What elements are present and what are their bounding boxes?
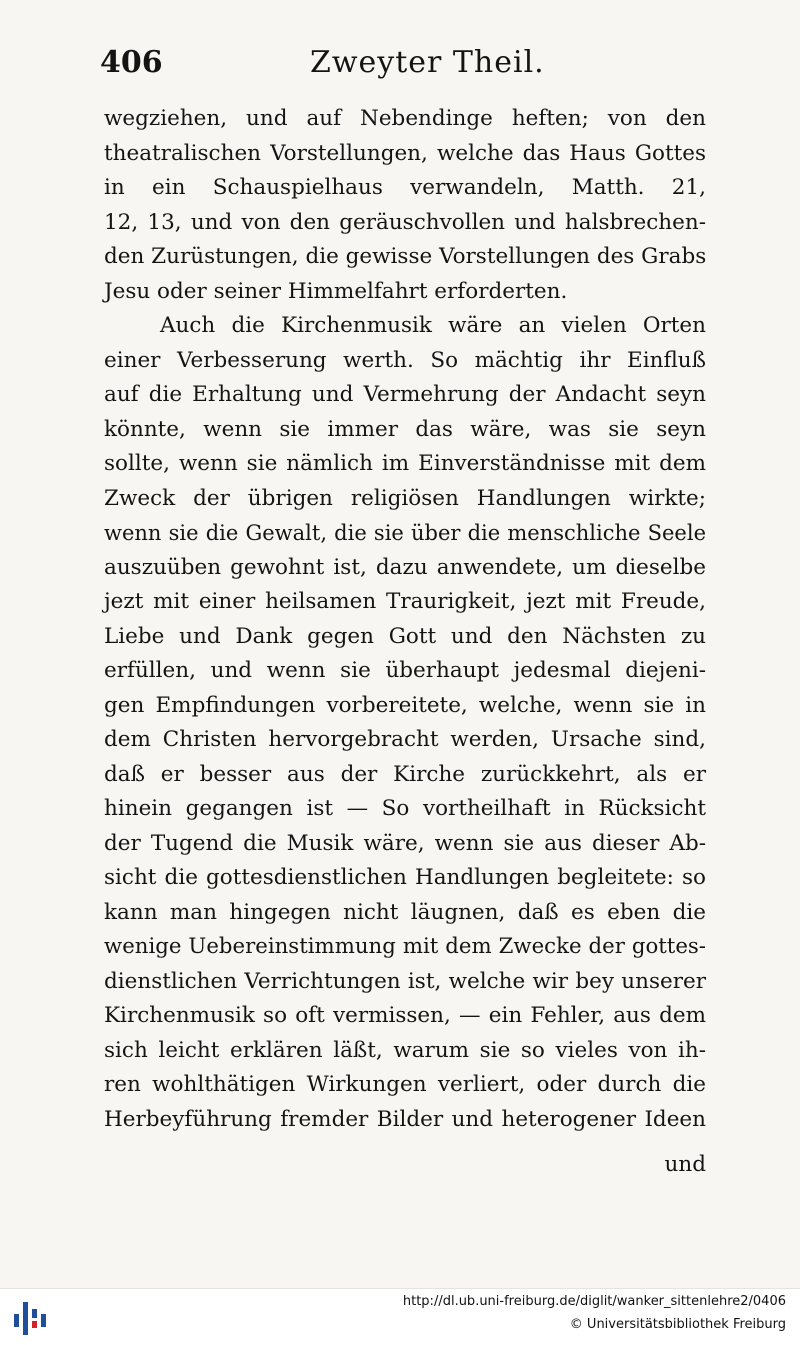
text-line: wenn sie die Gewalt, die sie über die menschliche Seele	[104, 521, 706, 545]
text-line: theatralischen Vorstellungen, welche das Haus Gottes	[104, 140, 706, 166]
text-line: dem Christen hervorgebracht werden, Ursache sind,	[104, 727, 706, 752]
text-line: ren wohlthätigen Wirkungen verliert, oder durch die	[104, 1072, 706, 1097]
text-line: auszuüben gewohnt ist, dazu anwendete, um dieselbe	[104, 554, 706, 580]
copyright-notice: © Universitätsbibliothek Freiburg	[569, 1317, 786, 1332]
text-line: der Tugend die Musik wäre, wenn sie aus dieser Ab-	[104, 830, 706, 856]
viewer-footer	[0, 1288, 800, 1345]
text-line: in ein Schauspielhaus verwandeln, Matth. 21,	[104, 175, 706, 200]
running-head: Zweyter Theil.	[310, 45, 545, 80]
page-header	[100, 38, 710, 88]
text-line: kann man hingegen nicht läugnen, daß es eben die	[104, 899, 706, 925]
text-line: sich leicht erklären läßt, warum sie so vieles von ih-	[104, 1037, 706, 1063]
text-line: Jesu oder seiner Himmelfahrt erforderten.	[104, 278, 568, 304]
text-line: hinein gegangen ist — So vortheilhaft in Rücksicht	[104, 796, 706, 821]
catchword: und	[664, 1152, 706, 1177]
ub-freiburg-logo-icon	[14, 1299, 48, 1335]
text-line: Liebe und Dank gegen Gott und den Nächsten zu	[104, 623, 706, 649]
text-line: erfüllen, und wenn sie überhaupt jedesmal diejeni-	[104, 658, 706, 683]
page-number: 406	[100, 45, 163, 80]
text-line: einer Verbesserung werth. So mächtig ihr Einfluß	[104, 347, 706, 373]
text-line: jezt mit einer heilsamen Traurigkeit, jezt mit Freude,	[104, 589, 706, 614]
text-line: gen Empfindungen vorbereitete, welche, wenn sie in	[104, 692, 706, 718]
permalink-url[interactable]: http://dl.ub.uni-freiburg.de/diglit/wanker_sittenlehre2/0406	[402, 1294, 786, 1309]
text-line: sollte, wenn sie nämlich im Einverständnisse mit dem	[104, 451, 706, 476]
text-line: Auch die Kirchenmusik wäre an vielen Orten	[160, 313, 706, 338]
text-line: Herbeyführung fremder Bilder und heterogener Ideen	[104, 1106, 706, 1132]
text-line: dienstlichen Verrichtungen ist, welche wir bey unserer	[104, 968, 706, 994]
text-line: 12, 13, und von den geräuschvollen und halsbrechen-	[104, 209, 706, 235]
body-text	[104, 102, 706, 1137]
text-line: wegziehen, und auf Nebendinge heften; von den	[104, 106, 706, 131]
text-line: den Zurüstungen, die gewisse Vorstellungen des Grabs	[104, 244, 707, 269]
text-line: auf die Erhaltung und Vermehrung der Andacht seyn	[104, 382, 706, 407]
text-line: Kirchenmusik so oft vermissen, — ein Fehler, aus dem	[104, 1003, 706, 1028]
text-line: könnte, wenn sie immer das wäre, was sie seyn	[104, 416, 706, 442]
text-line: wenige Uebereinstimmung mit dem Zwecke der gottes-	[104, 934, 706, 959]
text-line: Zweck der übrigen religiösen Handlungen wirkte;	[104, 485, 706, 511]
text-line: sicht die gottesdienstlichen Handlungen begleitete: so	[104, 865, 706, 890]
text-line: daß er besser aus der Kirche zurückkehrt, als er	[104, 761, 706, 787]
